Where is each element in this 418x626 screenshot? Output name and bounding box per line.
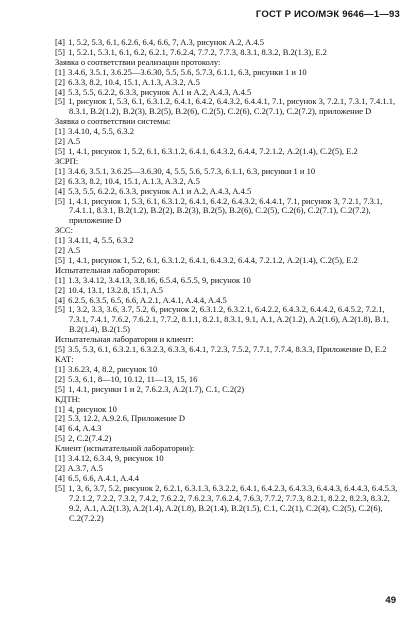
index-section bbox=[55, 226, 398, 266]
entry-reference: [5] bbox=[55, 96, 65, 107]
section-title: Заявка о соответствии системы: bbox=[55, 116, 171, 127]
entry-text: 3.6.23, 4, 8.2, рисунок 10 bbox=[68, 363, 158, 374]
index-entry bbox=[55, 305, 398, 335]
index-section bbox=[55, 157, 398, 226]
section-title: ЗСРП: bbox=[55, 155, 79, 166]
entry-reference: [1] bbox=[55, 363, 65, 374]
index-content bbox=[55, 38, 398, 523]
index-section bbox=[55, 117, 398, 157]
entry-reference: [1] bbox=[55, 235, 65, 246]
entry-text: 3.4.6, 3.5.1, 3.6.25—3.6.30, 4, 5.5, 5.6, 5.7.3, 6.1.1, 6.3, рисунки 1 и 10 bbox=[68, 165, 316, 176]
entry-text: 1, 5.2, 5.3, 6.1, 6.2.6, 6.4, 6.6, 7, A.3, рисунок A.2, A.4.5 bbox=[68, 37, 264, 47]
entry-reference: [2] bbox=[55, 175, 65, 186]
index-entry bbox=[55, 127, 398, 137]
section-title: Испытательная лаборатория: bbox=[55, 264, 160, 275]
entry-reference: [2] bbox=[55, 136, 65, 147]
entry-reference: [4] bbox=[55, 185, 65, 196]
index-entry bbox=[55, 236, 398, 246]
entry-reference: [5] bbox=[55, 254, 65, 265]
index-entry bbox=[55, 414, 398, 424]
index-section bbox=[55, 355, 398, 395]
entry-reference: [5] bbox=[55, 482, 65, 493]
index-entry bbox=[55, 385, 398, 395]
entry-text: 1, 4.1, рисунок 1, 5.3, 6.1, 6.3.1.2, 6.4.1, 6.4.2, 6.4.3.2, 6.4.4.1, 7.1, рисунок 3, 7.2.1, 7.3.1, 7.4.1.1, 8.3.1, B.2(1.2), B.2(2), B.2(3), B.2(5), B.2(6), C.2(5), C.2(6), C.2(7.1), C.2(7.2), приложение D bbox=[68, 195, 383, 226]
entry-reference: [4] bbox=[55, 423, 65, 434]
entry-reference: [5] bbox=[55, 145, 65, 156]
entry-text: 4, рисунок 10 bbox=[68, 403, 117, 414]
entry-reference: [1] bbox=[55, 66, 65, 77]
entry-reference: [5] bbox=[55, 195, 65, 206]
index-entry bbox=[55, 484, 398, 524]
index-entry bbox=[55, 147, 398, 157]
entry-text: 1, 5.2.1, 5.3.1, 6.1, 6.2, 6.2.1, 7.6.2.4, 7.7.2, 7.7.3, 8.3.1, 8.3.2, B.2(1.3), E.2 bbox=[68, 46, 327, 57]
section-title: КАТ: bbox=[55, 354, 74, 364]
entry-reference: [4] bbox=[55, 37, 65, 47]
entry-text: 3.5, 5.3, 6.1, 6.3.2.1, 6.3.2.3, 6.3.3, 6.4.1, 7.2.3, 7.5.2, 7.7.1, 7.7.4, 8.3.3, Приложение D, E.2 bbox=[68, 344, 387, 355]
entry-reference: [5] bbox=[55, 46, 65, 57]
entry-text: 6.3.3, 8.2, 10.4, 15.1, A.1.3, A.3.2, A.5 bbox=[68, 175, 200, 186]
entry-text: 5.3, 6.1, 8—10, 10.12, 11—13, 15, 16 bbox=[68, 373, 198, 384]
entry-reference: [1] bbox=[55, 165, 65, 176]
index-section bbox=[55, 58, 398, 117]
page-number: 49 bbox=[385, 595, 396, 606]
index-section bbox=[55, 444, 398, 523]
entry-reference: [4] bbox=[55, 294, 65, 305]
entry-text: 3.4.12, 6.3.4, 9, рисунок 10 bbox=[68, 453, 164, 464]
entry-text: 6.5, 6.6, A.4.1, A.4.4 bbox=[68, 472, 139, 483]
entry-text: 1, 3, 6, 3.7, 5.2, рисунок 2, 6.2.1, 6.3.1.3, 6.3.2.2, 6.4.1, 6.4.2.3, 6.4.3.3, 6.4.4.3, 6.4.4.3, 6.4.5.3, 7.2.1.2, 7.2.2, 7.3.2, 7.4.2, 7.6.2.2, 7.6.2.3, 7.6.2.4, 7.6.3, 7.7.2, 7.7.3, 8.2.1, 8.2.2, 8.2.3, 8.3.2, 9.2, A.1, A.2(1.3), A.2(1.4), A.2(1.8), B.2(1.4), B.2(1.5), C.1, C.2(1), C.2(4), C.2(5), C.2(6), C.2(7.2.2) bbox=[68, 482, 398, 523]
entry-reference: [1] bbox=[55, 403, 65, 414]
entry-text: 1, рисунок 1, 5.3, 6.1, 6.3.1.2, 6.4.1, 6.4.2, 6.4.3.2, 6.4.4.1, 7.1, рисунок 3, 7.2.1, 7.3.1, 7.4.1.1, 8.3.1, B.2(1.2), B.2(3), B.2(5), B.2(6), C.2(5), C.2(6), C.2(7.1), C.2(7.2), приложение D bbox=[68, 96, 396, 117]
entry-text: 5.3, 5.5, 6.2.2, 6.3.3, рисунок A.1 и A.2, A.4.3, A.4.5 bbox=[68, 86, 252, 97]
index-section bbox=[55, 266, 398, 335]
entry-text: A.5 bbox=[67, 245, 81, 256]
section-title: Испытательная лаборатория и клиент: bbox=[55, 334, 194, 345]
entry-text: 6.3.3, 8.2, 10.4, 15.1, A.1.3, A.3.2, A.5 bbox=[68, 76, 200, 87]
entry-reference: [4] bbox=[55, 86, 65, 97]
section-title: КДТН: bbox=[55, 393, 81, 404]
entry-reference: [2] bbox=[55, 413, 65, 424]
index-section bbox=[55, 335, 398, 355]
entry-text: 1.3, 3.4.12, 3.4.13, 3.8.16, 6.5.4, 6.5.5, 9, рисунок 10 bbox=[68, 274, 251, 285]
entry-text: 1, 3.2, 3.3, 3.6, 3.7, 5.2, 6, рисунок 2, 6.3.1.2, 6.3.2.1, 6.4.2.2, 6.4.3.2, 6.4.4.2, 6.4.5.2, 7.2.1, 7.3.1, 7.4.1, 7.6.2, 7.6.2.1, 7.7.2, 8.1.1, 8.2.1, 8.3.1, 9.1, A.1, A.2(1.2), A.2(1.6), A.2(1.8), B.1, B.2(1.4), B.2(1.5) bbox=[68, 304, 389, 335]
entry-text: 1, 4.1, рисунок 1, 5.2, 6.1, 6.3.1.2, 6.4.1, 6.4.3.2, 6.4.4, 7.2.1.2, A.2(1.4), C.2(5), E.2 bbox=[68, 145, 358, 156]
entry-reference: [2] bbox=[55, 76, 65, 87]
entry-reference: [5] bbox=[55, 433, 65, 444]
document-header: ГОСТ Р ИСО/МЭК 9646—1—93 bbox=[255, 9, 400, 20]
entry-text: 1, 4.1, рисунки 1 и 2, 7.6.2.3, A.2(1.7), C.1, C.2(2) bbox=[68, 383, 245, 394]
entry-text: 10.4, 13.1, 13.2.8, 15.1, A.5 bbox=[68, 284, 164, 295]
entry-text: 6.2.5, 6.3.5, 6.5, 6.6, A.2.1, A.4.1, A.4.4, A.4.5 bbox=[68, 294, 227, 305]
index-section bbox=[55, 38, 398, 58]
index-section bbox=[55, 395, 398, 445]
entry-reference: [2] bbox=[55, 284, 65, 295]
entry-text: 3.4.6, 3.5.1, 3.6.25—3.6.30, 5.5, 5.6, 5.7.3, 6.1.1, 6.3, рисунки 1 и 10 bbox=[68, 66, 307, 77]
section-title: ЗСС: bbox=[55, 225, 73, 236]
entry-reference: [1] bbox=[55, 453, 65, 464]
entry-reference: [2] bbox=[55, 462, 65, 473]
section-title: Клиент (испытательной лаборатории): bbox=[55, 443, 195, 454]
entry-text: 3.4.11, 4, 5.5, 6.3.2 bbox=[68, 235, 134, 246]
entry-reference: [5] bbox=[55, 304, 65, 315]
entry-text: A.3.7, A.5 bbox=[67, 462, 103, 473]
entry-text: 5.3, 12.2, A.9.2.6, Приложение D bbox=[68, 413, 186, 424]
entry-reference: [5] bbox=[55, 344, 65, 355]
entry-reference: [1] bbox=[55, 274, 65, 285]
entry-text: A.5 bbox=[67, 136, 81, 147]
index-entry bbox=[55, 197, 398, 227]
entry-reference: [1] bbox=[55, 126, 65, 137]
entry-text: 1, 4.1, рисунок 1, 5.2, 6.1, 6.3.1.2, 6.4.1, 6.4.3.2, 6.4.4, 7.2.1.2, A.2(1.4), C.2(5), E.2 bbox=[68, 254, 358, 265]
entry-text: 2, C.2(7.4.2) bbox=[68, 433, 112, 444]
section-title: Заявка о соответствии реализации протоколу: bbox=[55, 56, 221, 67]
entry-reference: [5] bbox=[55, 383, 65, 394]
entry-text: 3.4.10, 4, 5.5, 6.3.2 bbox=[68, 126, 134, 137]
index-entry bbox=[55, 97, 398, 117]
entry-reference: [4] bbox=[55, 472, 65, 483]
entry-text: 6.4, A.4.3 bbox=[68, 423, 102, 434]
entry-reference: [2] bbox=[55, 245, 65, 256]
index-entry bbox=[55, 454, 398, 464]
entry-reference: [2] bbox=[55, 373, 65, 384]
entry-text: 5.3, 5.5, 6.2.2, 6.3.3, рисунок A.1 и A.2, A.4.3, A.4.5 bbox=[68, 185, 252, 196]
index-entry bbox=[55, 345, 398, 355]
